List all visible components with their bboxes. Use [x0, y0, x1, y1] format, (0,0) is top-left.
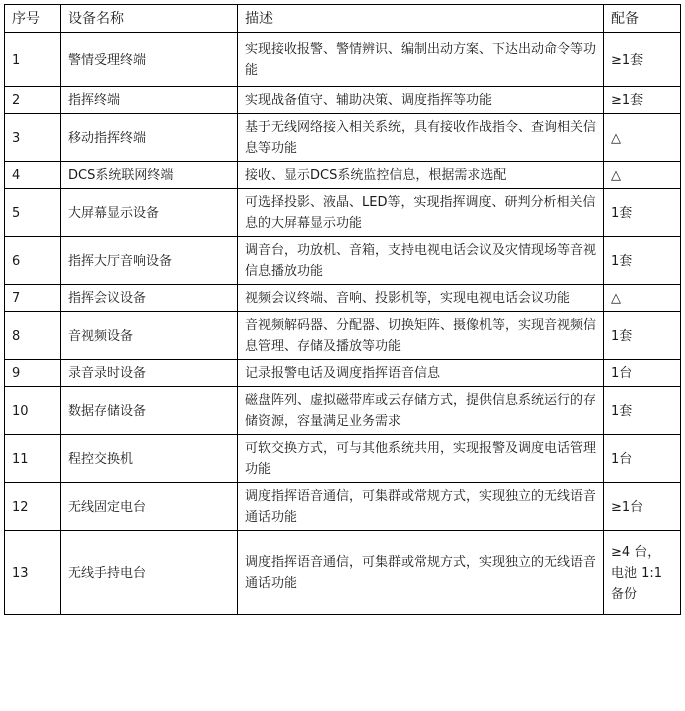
cell-description: 基于无线网络接入相关系统，具有接收作战指令、查询相关信息等功能 [238, 114, 604, 162]
header-name: 设备名称 [61, 5, 238, 33]
cell-no: 12 [5, 483, 61, 531]
table-row [5, 285, 681, 312]
cell-description: 可软交换方式，可与其他系统共用，实现报警及调度电话管理功能 [238, 435, 604, 483]
table-row [5, 531, 681, 615]
header-no: 序号 [5, 5, 61, 33]
cell-no: 8 [5, 312, 61, 360]
cell-description: 调音台，功放机、音箱，支持电视电话会议及灾情现场等音视信息播放功能 [238, 237, 604, 285]
cell-description: 接收、显示DCS系统监控信息，根据需求选配 [238, 162, 604, 189]
table-row [5, 435, 681, 483]
table-row [5, 87, 681, 114]
cell-config: 1台 [604, 360, 681, 387]
cell-no: 5 [5, 189, 61, 237]
cell-name: 录音录时设备 [61, 360, 238, 387]
cell-config: ≥1套 [604, 33, 681, 87]
cell-no: 2 [5, 87, 61, 114]
cell-name: 警情受理终端 [61, 33, 238, 87]
table-row [5, 387, 681, 435]
cell-no: 4 [5, 162, 61, 189]
cell-config: 1套 [604, 189, 681, 237]
equipment-table [4, 4, 681, 615]
table-row [5, 483, 681, 531]
cell-description: 实现战备值守、辅助决策、调度指挥等功能 [238, 87, 604, 114]
cell-no: 1 [5, 33, 61, 87]
cell-name: 数据存储设备 [61, 387, 238, 435]
cell-config: 1套 [604, 312, 681, 360]
cell-config: △ [604, 162, 681, 189]
table-row [5, 189, 681, 237]
cell-name: 移动指挥终端 [61, 114, 238, 162]
cell-description: 调度指挥语音通信，可集群或常规方式，实现独立的无线语音通话功能 [238, 531, 604, 615]
table-header-row [5, 5, 681, 33]
cell-name: 指挥终端 [61, 87, 238, 114]
cell-description: 可选择投影、液晶、LED等，实现指挥调度、研判分析相关信息的大屏幕显示功能 [238, 189, 604, 237]
cell-no: 9 [5, 360, 61, 387]
cell-description: 音视频解码器、分配器、切换矩阵、摄像机等，实现音视频信息管理、存储及播放等功能 [238, 312, 604, 360]
cell-name: 无线固定电台 [61, 483, 238, 531]
cell-no: 10 [5, 387, 61, 435]
table-row [5, 312, 681, 360]
cell-description: 记录报警电话及调度指挥语音信息 [238, 360, 604, 387]
cell-config: 1套 [604, 387, 681, 435]
cell-no: 13 [5, 531, 61, 615]
cell-description: 调度指挥语音通信，可集群或常规方式，实现独立的无线语音通话功能 [238, 483, 604, 531]
cell-config: ≥4 台，电池 1:1 备份 [604, 531, 681, 615]
header-config: 配备 [604, 5, 681, 33]
cell-no: 11 [5, 435, 61, 483]
cell-name: 指挥会议设备 [61, 285, 238, 312]
cell-name: 大屏幕显示设备 [61, 189, 238, 237]
cell-config: △ [604, 114, 681, 162]
table-row [5, 33, 681, 87]
cell-config: 1套 [604, 237, 681, 285]
cell-no: 3 [5, 114, 61, 162]
cell-config: ≥1套 [604, 87, 681, 114]
cell-no: 7 [5, 285, 61, 312]
cell-name: 无线手持电台 [61, 531, 238, 615]
cell-description: 视频会议终端、音响、投影机等，实现电视电话会议功能 [238, 285, 604, 312]
cell-name: 指挥大厅音响设备 [61, 237, 238, 285]
cell-config: △ [604, 285, 681, 312]
table-row [5, 237, 681, 285]
table-row [5, 114, 681, 162]
cell-name: DCS系统联网终端 [61, 162, 238, 189]
cell-name: 音视频设备 [61, 312, 238, 360]
header-description: 描述 [238, 5, 604, 33]
cell-description: 实现接收报警、警情辨识、编制出动方案、下达出动命令等功能 [238, 33, 604, 87]
cell-no: 6 [5, 237, 61, 285]
cell-config: ≥1台 [604, 483, 681, 531]
cell-config: 1台 [604, 435, 681, 483]
cell-name: 程控交换机 [61, 435, 238, 483]
table-row [5, 162, 681, 189]
cell-description: 磁盘阵列、虚拟磁带库或云存储方式，提供信息系统运行的存储资源，容量满足业务需求 [238, 387, 604, 435]
table-row [5, 360, 681, 387]
